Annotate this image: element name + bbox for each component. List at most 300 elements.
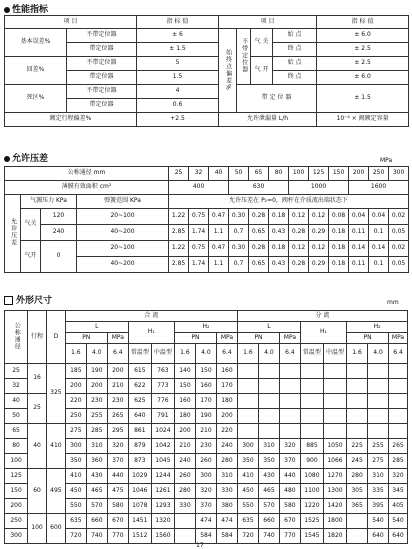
dim-cell: 230 — [195, 439, 216, 454]
dim-cell: 1270 — [323, 469, 346, 484]
table-row — [5, 409, 408, 424]
dp-cell: 0.65 — [249, 225, 269, 241]
dp-cell: 1.74 — [189, 257, 209, 273]
dim-cell: 495 — [46, 469, 65, 514]
dim-cell: 245 — [347, 454, 368, 469]
dim-cell: 365 — [347, 499, 368, 514]
heading-text: 性能指标 — [12, 5, 49, 15]
table-row — [5, 454, 408, 469]
dim-cell: 720 — [65, 529, 86, 544]
dim-cell — [389, 379, 408, 394]
dim-cell: 475 — [107, 484, 128, 499]
dim-cell: 584 — [216, 529, 237, 544]
dim-cell: 255 — [368, 439, 389, 454]
dim-cell: 250 — [65, 409, 86, 424]
dn-cell: 32 — [189, 167, 209, 181]
no-positioner: 不带定位器 — [67, 85, 137, 99]
dim-cell: 465 — [258, 484, 279, 499]
dim-cell — [389, 424, 408, 439]
dp-cell: 0.12 — [309, 209, 329, 225]
right-val-1: ± 6.0 — [317, 29, 409, 43]
dp-cell: 0.75 — [189, 241, 209, 257]
table-row — [5, 499, 408, 514]
no-positioner: 不带定位器 — [67, 57, 137, 71]
mpa-label: MPa — [107, 333, 128, 344]
spring-range: 40~200 — [77, 225, 169, 241]
dim-cell: 60 — [28, 469, 47, 514]
pn-val: 1.6 — [347, 344, 368, 364]
dp-cell: 0.02 — [389, 209, 409, 225]
dim-cell: 40 — [28, 424, 47, 469]
dim-cell: 430 — [86, 469, 107, 484]
dim-cell — [323, 379, 346, 394]
dim-cell — [389, 364, 408, 379]
source-pressure: 120 — [41, 209, 77, 225]
dim-cell: 580 — [107, 499, 128, 514]
dim-cell: 240 — [174, 454, 195, 469]
dim-cell: 230 — [107, 394, 128, 409]
no-positioner: 不带定位器 — [67, 29, 137, 43]
hdr-value-2: 指 标 值 — [317, 16, 409, 29]
area-cell: 400 — [169, 181, 229, 195]
pn-label: PN — [65, 333, 107, 344]
dp-cell: 0.1 — [369, 225, 389, 241]
dim-cell: 100 — [5, 454, 28, 469]
dim-cell — [237, 379, 258, 394]
dp-cell: 0.18 — [329, 241, 349, 257]
dn-cell: 100 — [289, 167, 309, 181]
dim-cell: 65 — [5, 424, 28, 439]
pn-label: PN — [174, 333, 216, 344]
dim-cell: 410 — [237, 469, 258, 484]
dim-cell: 210 — [107, 379, 128, 394]
dn-vert-text: 公称通径 — [13, 321, 21, 350]
with-positioner: 带定位器 — [67, 71, 137, 85]
end-point: 终 点 — [273, 71, 317, 85]
dp-cell: 0.14 — [349, 241, 369, 257]
dp-cell: 0.30 — [229, 209, 249, 225]
dp-cell: 2.85 — [169, 257, 189, 273]
pn-val: 6.4 — [389, 344, 408, 364]
dim-cell: 1244 — [151, 469, 174, 484]
hdr-item-1: 项 目 — [5, 16, 137, 29]
dp-cell: 1.1 — [209, 257, 229, 273]
dim-cell: 300 — [65, 439, 86, 454]
table-row — [5, 364, 408, 379]
dim-cell: 1078 — [128, 499, 151, 514]
dim-cell — [368, 364, 389, 379]
dim-cell: 660 — [258, 514, 279, 529]
dim-cell: 25 — [5, 364, 28, 379]
dim-cell: 635 — [65, 514, 86, 529]
dimension-unit: mm — [387, 299, 399, 306]
dim-cell: 160 — [216, 364, 237, 379]
table-row — [5, 394, 408, 409]
dead-band-val: 0.6 — [137, 99, 219, 113]
spring-range: 20~100 — [77, 209, 169, 225]
dn-label: 公称通径 mm — [5, 167, 169, 181]
return-error-val: 5 — [137, 57, 219, 71]
dp-cell: 0.65 — [249, 257, 269, 273]
dim-cell: 240 — [216, 439, 237, 454]
mpa-label: MPa — [216, 333, 237, 344]
dim-cell: 600 — [46, 514, 65, 544]
table-row — [5, 529, 408, 544]
dim-cell: 210 — [195, 424, 216, 439]
dim-cell: 405 — [389, 499, 408, 514]
pn-val: 6.4 — [107, 344, 128, 364]
dim-cell — [300, 364, 323, 379]
dim-cell: 580 — [279, 499, 300, 514]
mpa-label: MPa — [279, 333, 300, 344]
performance-table — [4, 15, 409, 127]
rated-deviation-val: +2.5 — [137, 113, 219, 127]
pn-val: 6.4 — [279, 344, 300, 364]
dim-cell — [279, 409, 300, 424]
allowable-dp-vert-text: 允许压差 — [9, 218, 17, 247]
dim-cell — [279, 364, 300, 379]
h2-label: H₂ — [347, 322, 408, 333]
dim-cell: 200 — [174, 424, 195, 439]
dim-cell — [279, 424, 300, 439]
dim-cell: 770 — [107, 529, 128, 544]
dim-cell — [300, 409, 323, 424]
dim-cell: 622 — [128, 379, 151, 394]
start-end-text: 始终点偏差% — [224, 48, 232, 91]
dim-cell — [279, 379, 300, 394]
dim-cell — [347, 424, 368, 439]
dim-cell — [323, 364, 346, 379]
dp-cell: 0.05 — [389, 257, 409, 273]
dim-cell: 615 — [128, 364, 151, 379]
dim-cell: 1525 — [300, 514, 323, 529]
dim-cell: 450 — [237, 484, 258, 499]
dn-cell: 65 — [249, 167, 269, 181]
dim-cell: 550 — [65, 499, 86, 514]
dim-cell — [368, 409, 389, 424]
dim-cell — [300, 379, 323, 394]
dim-cell: 325 — [46, 364, 65, 424]
area-label: 薄膜有效面积 cm² — [5, 181, 169, 195]
dim-cell: 200 — [216, 409, 237, 424]
start-point: 始 点 — [273, 29, 317, 43]
dim-cell: 300 — [237, 439, 258, 454]
dim-cell: 305 — [347, 484, 368, 499]
heading-text: 外形尺寸 — [16, 296, 53, 306]
dim-cell: 260 — [174, 469, 195, 484]
dim-cell: 160 — [174, 394, 195, 409]
dim-cell: 370 — [279, 454, 300, 469]
dp-cell: 0.08 — [329, 209, 349, 225]
dim-cell: 900 — [300, 454, 323, 469]
dim-cell: 300 — [195, 469, 216, 484]
dim-cell: 350 — [237, 454, 258, 469]
pn-val: 4.0 — [86, 344, 107, 364]
dim-cell: 220 — [216, 424, 237, 439]
dim-cell: 625 — [128, 394, 151, 409]
dim-cell: 200 — [65, 379, 86, 394]
dim-cell: 1512 — [128, 529, 151, 544]
diverging-flow-label: 分 流 — [237, 311, 407, 322]
dim-cell: 170 — [195, 394, 216, 409]
dim-cell: 25 — [28, 394, 47, 424]
h2-label: H₂ — [174, 322, 237, 333]
source-pressure: 0 — [41, 241, 77, 273]
dim-cell — [323, 424, 346, 439]
dim-cell — [237, 364, 258, 379]
dim-cell: 40 — [5, 394, 28, 409]
dp-cell: 0.47 — [209, 209, 229, 225]
basic-error-label: 基本误差% — [5, 29, 67, 57]
dim-cell — [258, 409, 279, 424]
dim-cell: 873 — [128, 454, 151, 469]
dim-cell: 776 — [151, 394, 174, 409]
combined-flow-label: 合 流 — [65, 311, 237, 322]
dim-cell: 255 — [86, 409, 107, 424]
dim-cell: 474 — [195, 514, 216, 529]
dp-cell: 0.28 — [249, 241, 269, 257]
pn-label: PN — [347, 333, 389, 344]
dp-cell: 0.18 — [329, 225, 349, 241]
dim-cell: 230 — [86, 394, 107, 409]
dp-cell: 1.74 — [189, 225, 209, 241]
air-close: 气关 — [21, 209, 41, 241]
dp-cell: 0.02 — [389, 241, 409, 257]
dim-cell — [258, 379, 279, 394]
dim-cell: 395 — [368, 499, 389, 514]
dim-cell: 220 — [65, 394, 86, 409]
dim-cell — [347, 394, 368, 409]
dead-band-val: 4 — [137, 85, 219, 99]
dim-cell: 1220 — [300, 499, 323, 514]
dim-cell: 1050 — [323, 439, 346, 454]
leak-val: 10⁻⁴ × 阀额定容量 — [317, 113, 409, 127]
dim-cell: 410 — [65, 469, 86, 484]
dp-cell: 0.18 — [329, 257, 349, 273]
page-number: 17 — [196, 542, 204, 549]
dp-cell: 0.43 — [269, 225, 289, 241]
pn-val: 4.0 — [195, 344, 216, 364]
dim-cell — [347, 409, 368, 424]
dim-cell: 480 — [279, 484, 300, 499]
dim-cell: 345 — [389, 484, 408, 499]
dim-cell — [368, 424, 389, 439]
dim-cell: 450 — [65, 484, 86, 499]
pn-val: 6.4 — [216, 344, 237, 364]
dp-cell: 0.12 — [289, 241, 309, 257]
right-val-4: ± 6.0 — [317, 71, 409, 85]
dim-cell — [389, 409, 408, 424]
dim-cell: 330 — [216, 484, 237, 499]
dp-cell: 0.12 — [289, 209, 309, 225]
dp-cell: 0.30 — [229, 241, 249, 257]
pn-val: 4.0 — [368, 344, 389, 364]
dim-cell: 300 — [5, 529, 28, 544]
pressure-unit: MPa — [380, 157, 393, 164]
no-positioner-vert-text: 不带定位器 — [240, 37, 248, 73]
dim-cell: 150 — [5, 484, 28, 499]
checkbox-icon — [4, 296, 13, 305]
area-cell: 1000 — [289, 181, 349, 195]
dim-cell: 640 — [389, 529, 408, 544]
dim-cell: 310 — [216, 469, 237, 484]
dim-cell: 140 — [174, 364, 195, 379]
dp-cell: 0.11 — [349, 225, 369, 241]
dim-cell: 770 — [279, 529, 300, 544]
pn-val: 1.6 — [174, 344, 195, 364]
dim-cell: 1046 — [128, 484, 151, 499]
dim-cell: 320 — [279, 439, 300, 454]
dim-cell: 1300 — [323, 484, 346, 499]
dim-cell: 200 — [86, 379, 107, 394]
source-pressure-label: 气源压力 KPa — [21, 195, 77, 209]
table-row — [5, 439, 408, 454]
dp-cell: 0.11 — [349, 257, 369, 273]
dim-cell — [389, 394, 408, 409]
dim-cell: 310 — [258, 439, 279, 454]
dim-cell: 310 — [86, 439, 107, 454]
dim-cell: 1080 — [300, 469, 323, 484]
dim-cell: 320 — [389, 469, 408, 484]
dim-cell: 350 — [65, 454, 86, 469]
dn-cell: 200 — [349, 167, 369, 181]
return-error-val: 1.5 — [137, 71, 219, 85]
spring-range-label: 弹簧范围 KPa — [77, 195, 169, 209]
dim-cell: 280 — [174, 484, 195, 499]
dim-cell — [174, 529, 195, 544]
dim-cell: 330 — [174, 499, 195, 514]
dim-cell — [368, 394, 389, 409]
dn-cell: 250 — [369, 167, 389, 181]
bullet-icon — [4, 156, 10, 162]
dp-cell: 0.28 — [249, 209, 269, 225]
dim-cell: 1560 — [151, 529, 174, 544]
dp-cell: 0.29 — [309, 225, 329, 241]
dp-cell: 0.12 — [309, 241, 329, 257]
dim-cell: 180 — [216, 394, 237, 409]
dim-cell: 285 — [86, 424, 107, 439]
dim-cell: 635 — [237, 514, 258, 529]
dim-cell: 1545 — [300, 529, 323, 544]
dim-cell: 540 — [368, 514, 389, 529]
dim-cell: 861 — [128, 424, 151, 439]
return-error-label: 回差% — [5, 57, 67, 85]
dp-cell: 0.1 — [369, 257, 389, 273]
air-open-label: 气 开 — [251, 57, 273, 85]
heading-text: 允许压差 — [12, 154, 49, 164]
dim-cell: 1820 — [323, 529, 346, 544]
dp-cell: 0.04 — [349, 209, 369, 225]
dim-cell: 260 — [195, 454, 216, 469]
pn-val: 4.0 — [258, 344, 279, 364]
dim-cell: 150 — [174, 379, 195, 394]
dim-cell: 275 — [65, 424, 86, 439]
dim-cell: 474 — [216, 514, 237, 529]
dim-cell: 1045 — [151, 454, 174, 469]
dim-cell: 430 — [258, 469, 279, 484]
section-performance-heading — [4, 2, 48, 15]
dp-cell: 0.75 — [189, 209, 209, 225]
dim-cell — [368, 379, 389, 394]
dimensions-table — [4, 310, 408, 544]
dim-cell — [174, 514, 195, 529]
air-close-label: 气 关 — [251, 29, 273, 57]
dim-cell: 550 — [237, 499, 258, 514]
dn-cell: 25 — [169, 167, 189, 181]
dim-cell: 380 — [216, 499, 237, 514]
source-pressure: 240 — [41, 225, 77, 241]
with-positioner: 带定位器 — [67, 43, 137, 57]
dim-cell: 640 — [128, 409, 151, 424]
dp-cell: 0.43 — [269, 257, 289, 273]
dim-cell: 370 — [195, 499, 216, 514]
dn-cell: 80 — [269, 167, 289, 181]
dim-cell: 200 — [5, 499, 28, 514]
dn-cell: 125 — [309, 167, 329, 181]
dim-cell: 763 — [151, 364, 174, 379]
dim-cell — [347, 514, 368, 529]
dim-cell: 125 — [5, 469, 28, 484]
dim-cell: 1100 — [300, 484, 323, 499]
with-positioner-right-val: ± 1.5 — [317, 85, 409, 113]
dim-cell: 570 — [86, 499, 107, 514]
dim-cell: 180 — [174, 409, 195, 424]
no-positioner-vert — [237, 29, 251, 85]
area-cell: 630 — [229, 181, 289, 195]
basic-error-val: ± 1.5 — [137, 43, 219, 57]
dim-cell — [347, 364, 368, 379]
dim-cell: 320 — [195, 484, 216, 499]
dim-cell: 885 — [300, 439, 323, 454]
dim-cell — [258, 364, 279, 379]
dim-cell: 280 — [216, 454, 237, 469]
normal-type: 常温型 — [300, 344, 323, 364]
table-row — [5, 379, 408, 394]
dp-cell: 0.28 — [289, 257, 309, 273]
dim-cell: 791 — [151, 409, 174, 424]
dim-cell: 100 — [28, 514, 47, 544]
dim-cell — [347, 379, 368, 394]
with-positioner-right: 带 定 位 器 — [237, 85, 317, 113]
dim-cell: 225 — [347, 439, 368, 454]
hdr-item-2: 项 目 — [219, 16, 317, 29]
dim-cell — [237, 394, 258, 409]
dim-cell: 335 — [368, 484, 389, 499]
dim-cell: 150 — [195, 364, 216, 379]
dim-cell: 280 — [347, 469, 368, 484]
pn-val: 1.6 — [237, 344, 258, 364]
end-point: 终 点 — [273, 43, 317, 57]
dp-cell: 2.85 — [169, 225, 189, 241]
pressure-table — [4, 166, 409, 273]
dp-cell: 0.05 — [389, 225, 409, 241]
dim-cell: 670 — [107, 514, 128, 529]
hdr-value-1: 指 标 值 — [137, 16, 219, 29]
dim-cell — [279, 394, 300, 409]
dim-cell — [237, 424, 258, 439]
dp-cell: 0.28 — [289, 225, 309, 241]
dim-cell: 190 — [195, 409, 216, 424]
dim-cell: 1420 — [323, 499, 346, 514]
d-label: D — [46, 311, 65, 364]
dim-cell: 320 — [107, 439, 128, 454]
dim-cell: 584 — [195, 529, 216, 544]
table-row — [5, 514, 408, 529]
dim-cell: 773 — [151, 379, 174, 394]
dim-cell: 670 — [279, 514, 300, 529]
dim-cell: 185 — [65, 364, 86, 379]
dp-note: 允许压差在 P₂=0，阀杆在介质流出端状态下 — [169, 195, 409, 209]
